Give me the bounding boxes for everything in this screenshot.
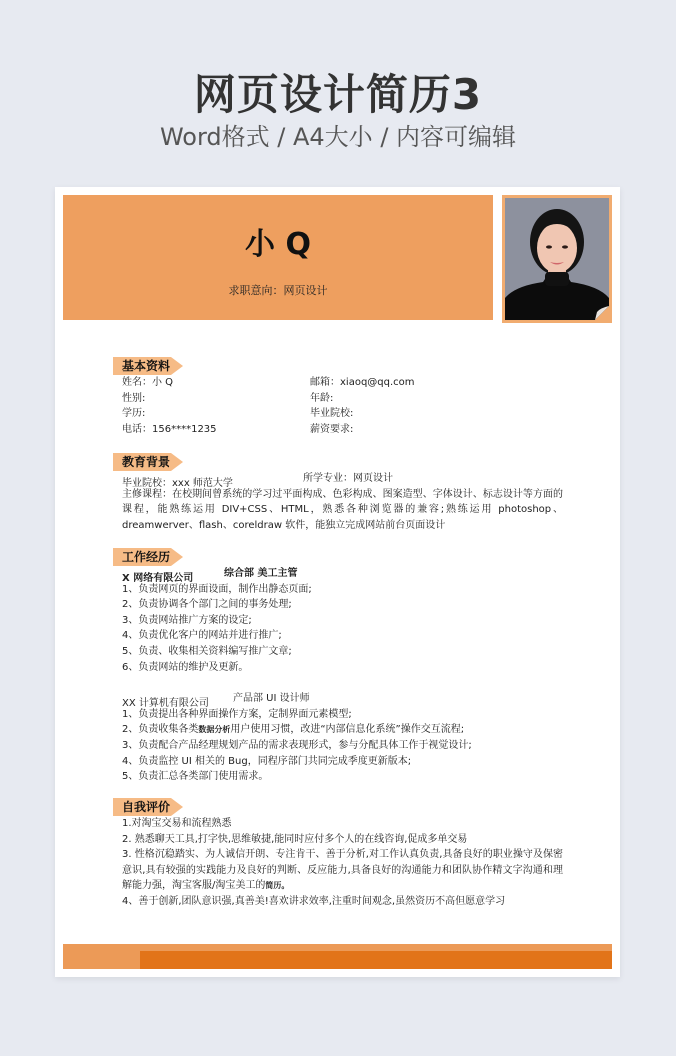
field-education: 学历: [122, 408, 146, 420]
section-tag [113, 357, 183, 375]
edu-major: 所学专业：网页设计 [303, 473, 393, 484]
field-age: 年龄: [310, 392, 334, 404]
job-company: XX 计算机有限公司 [122, 698, 209, 710]
self-item [122, 847, 563, 894]
section-heading: 基本资料 [122, 359, 171, 373]
section-tag [113, 798, 183, 816]
self-item-text: 3. 性格沉稳踏实、为人诚信开朗、专注肯干、善于分析,对工作认真负责,具备良好的职业操守及保密意识,具有较强的实践能力及良好的判断、反应能力,具备良好的沟通能力和团队协作精文字沟通和理解能力强，淘宝客服/淘宝美工的 [122, 849, 563, 892]
job-duty: 5、负责汇总各类部门使用需求。 [122, 771, 269, 783]
section-heading: 教育背景 [122, 455, 171, 469]
photo-frame [502, 195, 612, 323]
job-duty: 3、负责网站推广方案的设定; [122, 614, 252, 626]
duty-bold-text: 数据分析 [198, 725, 231, 735]
job-duty: 1、负责提出各种界面操作方案，定制界面元素模型; [122, 708, 352, 720]
section-basic-info [113, 357, 542, 437]
duty-text: 用户使用习惯，改进“内部信息化系统”操作交互流程; [230, 724, 465, 736]
field-gender: 性别: [122, 392, 146, 404]
job-duty: 4、负责优化客户的网站并进行推广; [122, 630, 282, 642]
resume-header [63, 195, 493, 320]
job-company: X 网络有限公司 [122, 573, 194, 584]
page-title: 网页设计简历3 [193, 70, 483, 119]
duty-text: 2、负责收集各类 [122, 724, 199, 736]
self-item: 2. 熟悉聊天工具,打字快,思维敏捷,能同时应付多个人的在线咨询,促成多单交易 [122, 833, 468, 845]
job-duty: 3、负责配合产品经理规划产品的需求表现形式，参与分配具体工作于视觉设计; [122, 739, 472, 751]
candidate-name: 小 Q [245, 227, 311, 262]
section-tag [113, 453, 183, 471]
job-duty: 2、负责协调各个部门之间的事务处理; [122, 599, 292, 611]
section-self-evaluation [113, 798, 563, 910]
job-duty: 4、负责监控 UI 相关的 Bug，同程序部门共同完成季度更新版本; [122, 755, 412, 767]
job-duty: 6、负责网站的维护及更新。 [122, 661, 249, 673]
edu-courses: 主修课程：在校期间曾系统的学习过平面构成、色彩构成、图案造型、字体设计、标志设计等方面的课程，能熟练运用 DIV+CSS、HTML，熟悉各种浏览器的兼容;熟练运用 photoshop、dreamwerver、flash、coreldraw 软件，能独立完成网站前台页面设计 [122, 488, 563, 531]
job-duty [122, 722, 572, 738]
field-phone: 电话：156****1235 [122, 423, 217, 435]
field-school: 毕业院校: [310, 408, 354, 420]
job-position: 产品部 UI 设计师 [233, 693, 310, 705]
section-tag [113, 548, 183, 566]
field-salary: 薪资要求: [310, 423, 354, 435]
section-education [113, 453, 563, 533]
section-heading: 工作经历 [122, 550, 171, 564]
self-item: 4、善于创新,团队意识强,真善美!喜欢讲求效率,注重时间观念,虽然资历不高但愿意学习 [122, 895, 506, 907]
section-heading: 自我评价 [122, 800, 171, 814]
job-duty: 5、负责、收集相关资料编写推广文章; [122, 645, 292, 657]
self-item-bold: 简历。 [265, 881, 290, 891]
job-intent: 求职意向：网页设计 [228, 284, 328, 297]
page-subtitle: Word格式 / A4大小 / 内容可编辑 [159, 123, 517, 151]
job-position: 综合部 美工主管 [224, 568, 298, 579]
self-item: 1.对淘宝交易和流程熟悉 [122, 818, 232, 829]
field-name: 姓名：小 Q [122, 377, 174, 388]
field-email: 邮箱：xiaoq@qq.com [310, 377, 415, 388]
profile-photo [505, 198, 609, 320]
section-work [113, 548, 572, 785]
job-duty: 1、负责网页的界面设面，制作出静态页面; [122, 583, 312, 595]
footer-bar-dark [140, 951, 612, 969]
resume-card [55, 187, 620, 977]
edu-school: 毕业院校：xxx 师范大学 [122, 478, 233, 489]
